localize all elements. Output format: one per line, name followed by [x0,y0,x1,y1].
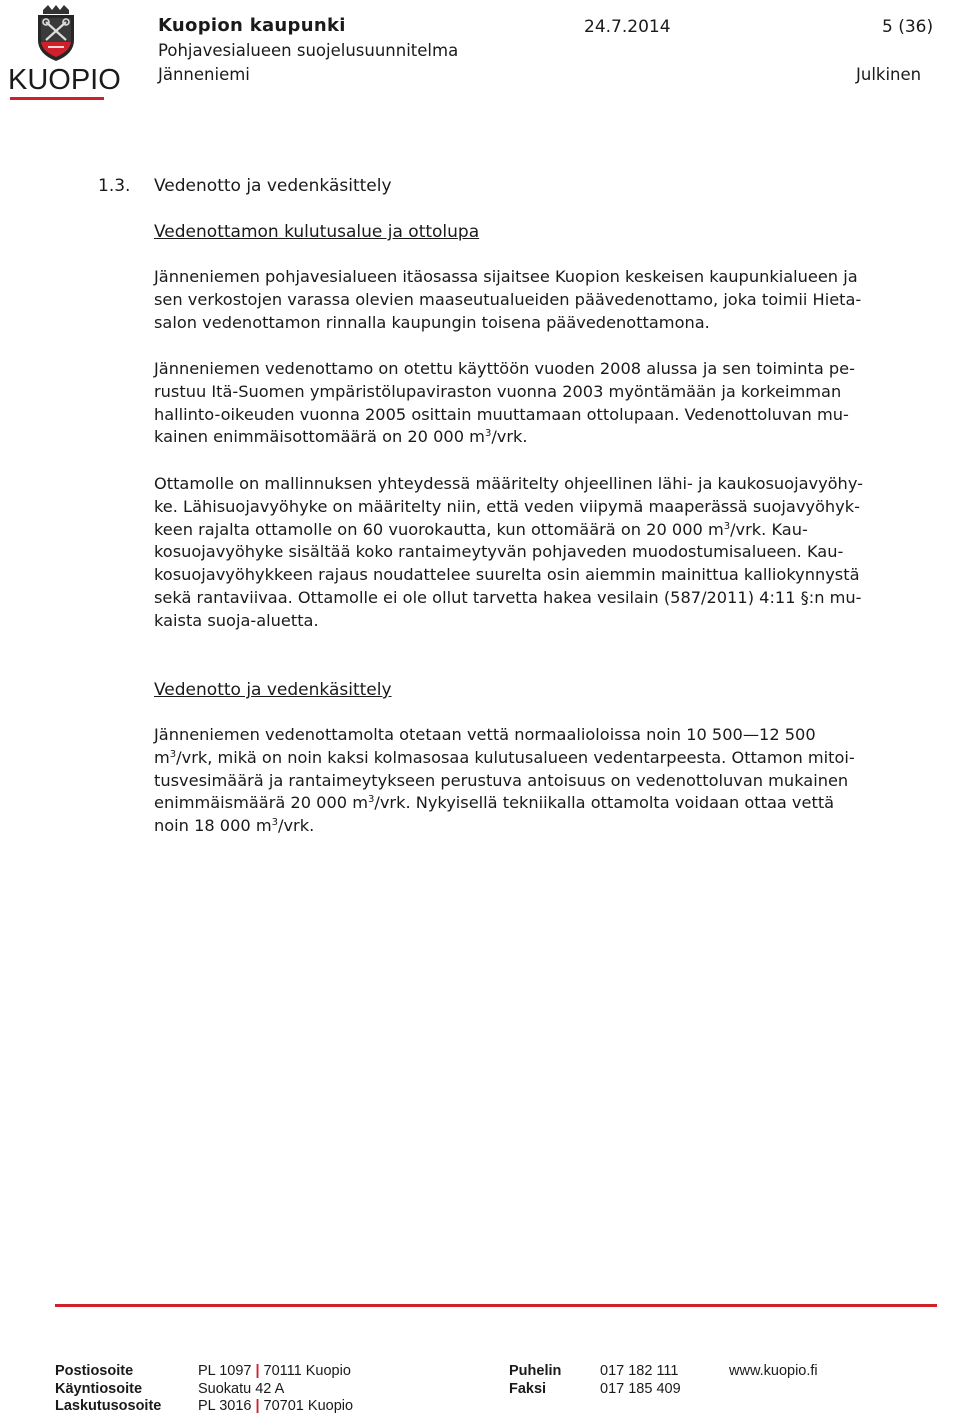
section-title: Vedenotto ja vedenkäsittely [154,176,392,196]
postal-address [198,1363,353,1381]
paragraph-1 [154,266,930,334]
logo-underline [10,97,104,100]
separator-bar: | [255,1363,260,1379]
superscript: 3 [484,428,492,440]
text-fragment: /vrk. [491,427,528,447]
section-heading [98,176,392,196]
text-fragment: /vrk. Nykyisellä tekniikalla ottamolta voidaan ottaa vettä [374,793,835,813]
text-line: Ottamolle on mallinnuksen yhteydessä määritelty ohjeellinen lähi- ja kaukosuojavyöhy- [154,474,863,493]
text-fragment: m [154,747,170,767]
billing-address [198,1398,353,1416]
footer-addresses [198,1363,353,1416]
superscript: 3 [723,520,731,532]
billing-city: 70701 Kuopio [263,1398,354,1414]
text-line [154,815,930,838]
text-fragment: enimmäismäärä 20 000 m [154,793,368,813]
postal-city: 70111 Kuopio [263,1363,351,1379]
subheading-kulutusalue: Vedenottamon kulutusalue ja ottolupa [154,222,480,242]
text-line: Jänneniemen vedenottamolta otetaan vettä normaalioloissa noin 10 500—12 500 [154,725,816,744]
superscript: 3 [368,794,375,806]
superscript: 3 [169,748,177,760]
text-fragment: /vrk. [278,816,315,836]
text-line: rustuu Itä-Suomen ympäristölupaviraston vuonna 2003 myöntämään ja korkeimman [154,381,842,401]
text-line: Jänneniemen vedenottamo on otettu käyttöön vuoden 2008 alussa ja sen toiminta pe- [154,359,855,378]
footer-labels-left [55,1363,161,1416]
phone-label: Puhelin [509,1363,562,1379]
text-line: Jänneniemen pohjavesialueen itäosassa sijaitsee Kuopion keskeisen kaupunkialueen ja [154,267,858,286]
paragraph-2 [154,358,930,449]
logo-wordmark: KUOPIO [8,64,121,96]
text-line [154,747,930,770]
page-number: 5 (36) [882,17,934,37]
separator-bar: | [255,1398,260,1414]
document-date: 24.7.2014 [584,17,671,37]
billing-box: PL 3016 [198,1398,252,1414]
text-line: kaista suoja-aluetta. [154,610,319,630]
footer-divider [55,1304,937,1307]
superscript: 3 [271,817,278,829]
text-line: sekä rantaviivaa. Ottamolle ei ole ollut tarvetta hakea vesilain (587/2011) 4:11 §:n mu- [154,587,862,607]
paragraph-4 [154,724,930,838]
website-link[interactable]: www.kuopio.fi [729,1363,818,1379]
text-line: ke. Lähisuojavyöhyke on määritelty niin, että veden viipymä maaperässä suojavyöhyk- [154,496,860,516]
section-number: 1.3. [98,176,131,196]
visit-label: Käyntiosoite [55,1380,143,1397]
document-title: Pohjavesialueen suojelusuunnitelma [158,41,459,60]
text-fragment: /vrk. Kau- [730,519,808,539]
fax-number: 017 185 409 [600,1380,681,1397]
text-line: sen verkostojen varassa olevien maaseutualueiden päävedenottamo, joka toimii Hieta- [154,289,862,309]
footer-contact-labels [509,1363,561,1398]
text-line: kosuojavyöhyke sisältää koko rantaimeytyvän pohjaveden muodostumisalueen. Kau- [154,542,844,562]
text-line: hallinto-oikeuden vuonna 2005 osittain muuttamaan ottolupaan. Vedenottoluvan mu- [154,404,849,424]
text-fragment: /vrk, mikä on noin kaksi kolmasosaa kulutusalueen vedentarpeesta. Ottamon mitoi- [176,747,855,767]
billing-label: Laskutusosoite [55,1398,162,1414]
organization-name: Kuopion kaupunki [158,15,346,36]
text-line: kosuojavyöhykkeen rajaus noudattelee suurelta osin aiemmin mainittua kalliokynnystä [154,565,860,585]
area-name: Jänneniemi [158,65,250,84]
subheading-vedenotto: Vedenotto ja vedenkäsittely [154,680,392,700]
text-fragment: keen rajalta ottamolle on 60 vuorokautta, kun ottomäärä on 20 000 m [154,519,724,539]
visit-address: Suokatu 42 A [198,1380,285,1397]
paragraph-3 [154,473,930,633]
fax-label: Faksi [509,1380,547,1397]
text-line [154,792,930,815]
text-line [154,519,930,542]
phone-number: 017 182 111 [600,1363,679,1379]
classification-status: Julkinen [856,65,922,84]
text-line: salon vedenottamon rinnalla kaupungin toisena päävedenottamona. [154,312,710,332]
text-line [154,426,930,449]
coat-of-arms-icon [8,4,104,64]
text-fragment: noin 18 000 m [154,816,272,836]
postal-label: Postiosoite [55,1363,134,1379]
footer-contact-values [600,1363,681,1398]
text-line: tusvesimäärä ja rantaimeytykseen perustuva antoisuus on vedenottoluvan mukainen [154,770,849,790]
postal-box: PL 1097 [198,1363,252,1379]
text-fragment: kainen enimmäisottomäärä on 20 000 m [154,427,485,447]
kuopio-logo [8,4,121,98]
